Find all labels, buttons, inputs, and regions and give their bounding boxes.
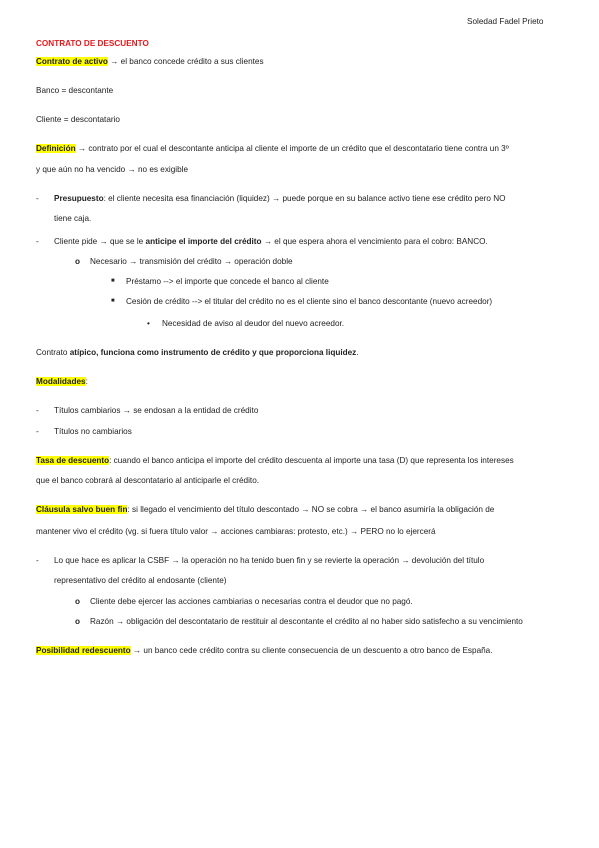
arrow-icon: → (115, 617, 125, 626)
redescuento-label: Posibilidad redescuento (36, 646, 131, 655)
text: el que espera ahora el vencimiento para el cobro: BANCO. (274, 237, 488, 246)
author-header: Soledad Fadel Prieto (467, 17, 544, 26)
atipico-bold: atípico, funciona como instrumento de crédito y que proporciona liquidez (69, 348, 357, 357)
arrow-icon: → (210, 527, 219, 536)
presupuesto-line-2: tiene caja. (54, 214, 92, 223)
dot-marker: • (147, 319, 150, 328)
clausula-line-2 (36, 526, 436, 537)
text: . (356, 348, 359, 357)
text: un banco cede crédito contra su cliente consecuencia de un descuento a otro banco de España. (143, 646, 493, 655)
tasa-line (36, 455, 514, 466)
cliente-debe-line: Cliente debe ejercer las acciones cambiarias o necesarias contra el deudor que no pagó. (90, 597, 413, 606)
redescuento-line (36, 645, 493, 656)
tasa-line-2: que el banco cobrará al descontatario al anticiparle el crédito. (36, 476, 260, 485)
razon-line (90, 616, 523, 627)
text: y que aún no ha vencido (36, 165, 126, 174)
modalidades-label: Modalidades (36, 377, 86, 386)
activo-line (36, 56, 264, 67)
text: : el cliente necesita esa financiación (liquidez) (103, 194, 270, 203)
modalidad-2: Títulos no cambiarios (54, 427, 132, 436)
arrow-icon: → (122, 406, 131, 415)
text: Lo que hace es aplicar la CSBF (54, 556, 170, 565)
text: PERO no lo ejercerá (360, 527, 436, 536)
text: operación doble (234, 257, 293, 266)
clausula-label: Cláusula salvo buen fin (36, 505, 128, 514)
dash-marker: - (36, 556, 39, 565)
dash-marker: - (36, 194, 39, 203)
text: el banco asumiría la obligación de (370, 505, 495, 514)
circle-marker: o (75, 617, 81, 626)
text: acciones cambiaras: protesto, etc.) (220, 527, 348, 536)
definicion-line-2 (36, 164, 188, 175)
text: mantener vivo el crédito (vg. si fuera título valor (36, 527, 209, 536)
text: Contrato (36, 348, 68, 357)
circle-marker: o (75, 257, 81, 266)
csbf-line (54, 555, 484, 566)
text: devolución del título (411, 556, 485, 565)
cesion-line: Cesión de crédito --> el titular del crédito no es el cliente sino el banco descontante (nuevo acreedor) (126, 297, 493, 306)
text: puede porque en su balance activo tiene ese crédito pero NO (282, 194, 506, 203)
text: no es exigible (137, 165, 189, 174)
text: : si llegado el vencimiento del título descontado (127, 505, 300, 514)
prestamo-line: Préstamo --> el importe que concede el banco al cliente (126, 277, 329, 286)
presupuesto-label: Presupuesto (54, 194, 104, 203)
dash-marker: - (36, 427, 39, 436)
square-marker: ■ (111, 278, 115, 284)
banco-line: Banco = descontante (36, 86, 114, 95)
text: el banco concede crédito a sus clientes (120, 57, 264, 66)
arrow-icon: → (127, 165, 136, 174)
arrow-icon: → (360, 505, 369, 514)
text: que se le (110, 237, 144, 246)
arrow-icon: → (129, 257, 138, 266)
arrow-icon: → (350, 527, 359, 536)
text: Títulos cambiarios (54, 406, 121, 415)
arrow-icon: → (401, 556, 410, 565)
arrow-icon: → (272, 194, 281, 203)
text: se endosan a la entidad de crédito (133, 406, 259, 415)
arrow-icon: → (223, 257, 233, 266)
text: contrato por el cual el descontante anticipa al cliente el importe de un crédito que el descontatario tiene contra un 3º (88, 144, 509, 153)
text: obligación del descontatario de restituir al descontante el crédito al no haber sido satisfecho a su vencimiento (126, 617, 523, 626)
modalidad-1 (54, 405, 258, 416)
csbf-line-2: representativo del crédito al endosante (cliente) (54, 576, 227, 585)
atipico-line (36, 347, 359, 358)
arrow-icon: → (77, 144, 87, 153)
presupuesto-line (54, 193, 506, 204)
text: Razón (90, 617, 114, 626)
arrow-icon: → (99, 237, 108, 246)
arrow-icon: → (132, 646, 142, 655)
circle-marker: o (75, 597, 81, 606)
dash-marker: - (36, 237, 39, 246)
text: Necesario (90, 257, 127, 266)
arrow-icon: → (301, 505, 310, 514)
arrow-icon: → (110, 57, 119, 66)
modalidades-line (36, 376, 88, 387)
anticipe-label: anticipe el importe del crédito (145, 237, 262, 246)
dash-marker: - (36, 406, 39, 415)
definicion-label: Definición (36, 144, 76, 153)
arrow-icon: → (171, 556, 180, 565)
clausula-line (36, 504, 494, 515)
document-title: CONTRATO DE DESCUENTO (36, 39, 149, 48)
tasa-label: Tasa de descuento (36, 456, 110, 465)
definicion-line (36, 143, 509, 154)
cliente-line: Cliente = descontatario (36, 115, 120, 124)
necesario-line (90, 256, 293, 267)
square-marker: ■ (111, 298, 115, 304)
text: la operación no ha tenido buen fin y se revierte la operación (181, 556, 400, 565)
text: NO se cobra (311, 505, 358, 514)
text: Cliente pide (54, 237, 98, 246)
text: transmisión del crédito (139, 257, 222, 266)
arrow-icon: → (263, 237, 273, 246)
aviso-line: Necesidad de aviso al deudor del nuevo acreedor. (162, 319, 345, 328)
cliente-pide-line (54, 236, 488, 247)
text: : cuando el banco anticipa el importe del crédito descuenta al importe una tasa (D) que representa los intereses (109, 456, 514, 465)
contrato-activo-label: Contrato de activo (36, 57, 108, 66)
text: : (85, 377, 88, 386)
